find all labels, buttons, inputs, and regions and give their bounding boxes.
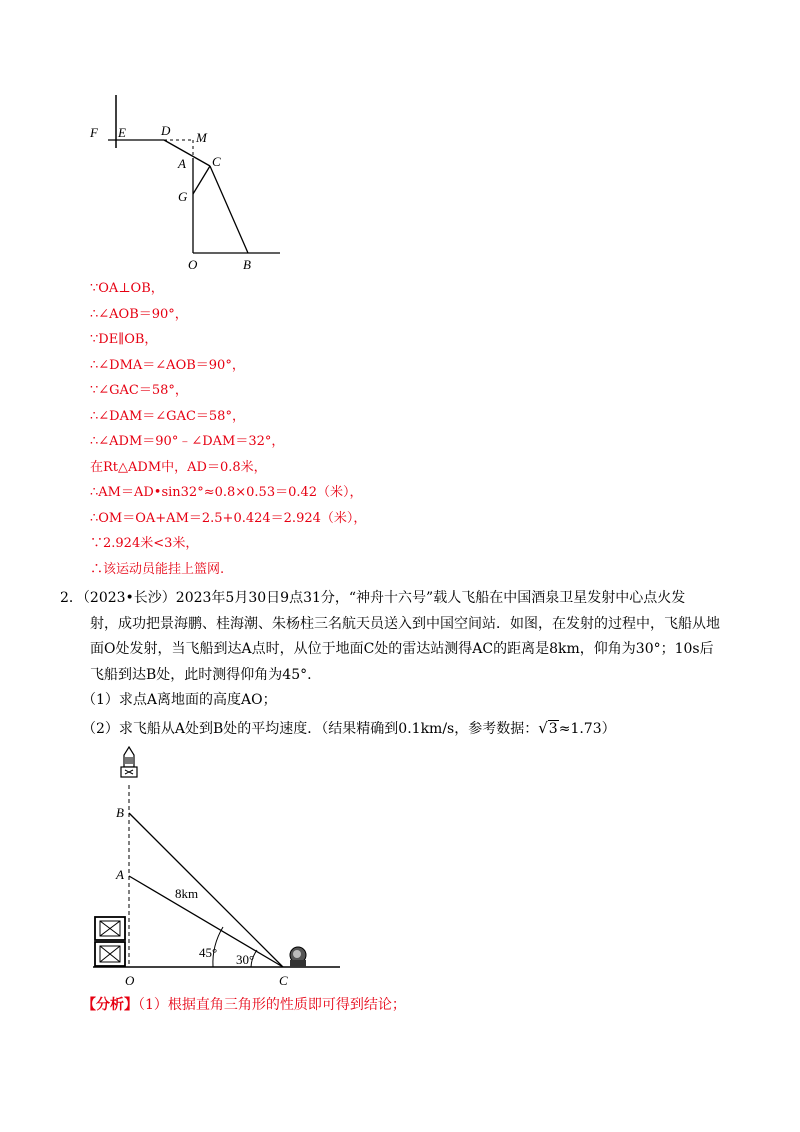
label-D: D — [161, 123, 171, 138]
label-G: G — [178, 189, 188, 204]
proof-line: ∴∠DAM＝∠GAC＝58°， — [90, 408, 245, 424]
analysis-tag: 【分析】 — [82, 997, 138, 1013]
label-A: A — [178, 156, 186, 171]
building-icon — [95, 917, 125, 966]
radar-station-icon — [290, 947, 306, 967]
sqrt-sign: √ — [538, 719, 548, 737]
label-A: A — [116, 867, 124, 882]
question-2-prefix: （2）求飞船从A处到B处的平均速度．（结果精确到0.1km/s，参考数据： — [82, 721, 539, 737]
question-2-suffix: ≈1.73） — [558, 721, 616, 737]
proof-line: ∴OM＝OA+AM＝2.5+0.424＝2.924（米）， — [90, 510, 367, 526]
label-B: B — [116, 805, 124, 820]
label-B: B — [243, 257, 251, 270]
problem-line-3: 面O处发射，当飞船到达A点时，从位于地面C处的雷达站测得AC的距离是8km，仰角为30°；10s后 — [90, 641, 714, 657]
question-2 — [82, 716, 616, 742]
angle-label-45: 45° — [199, 945, 218, 960]
label-F: F — [90, 125, 98, 140]
label-O: O — [188, 257, 198, 270]
problem-line-4: 飞船到达B处，此时测得仰角为45°. — [90, 666, 312, 683]
problem-line-1 — [60, 586, 760, 612]
problem-number: 2． — [60, 590, 83, 606]
label-C: C — [279, 973, 288, 988]
proof-line: ∴∠ADM＝90°﹣∠DAM＝32°， — [90, 434, 285, 449]
proof-line: 在Rt△ADM中，AD＝0.8米， — [90, 459, 267, 475]
analysis-text: （1）根据直角三角形的性质即可得到结论； — [138, 997, 406, 1013]
figure-1-basketball-diagram — [80, 90, 300, 270]
problem-2 — [60, 586, 760, 688]
label-M: M — [196, 130, 207, 145]
problem-text: （2023•长沙）2023年5月30日9点31分，“神舟十六号”载人飞船在中国酒泉卫星发射中心点火发 — [82, 590, 686, 606]
sqrt-radicand: 3 — [548, 721, 558, 737]
proof-line: ∵OA⊥OB， — [90, 281, 164, 296]
proof-line: ∴∠AOB＝90°， — [90, 306, 188, 322]
proof-line: ∵2.924米<3米， — [90, 536, 199, 551]
label-O: O — [125, 973, 135, 988]
label-C: C — [212, 154, 221, 169]
line-GC — [193, 166, 210, 194]
proof-line: ∵DE∥OB， — [90, 332, 158, 347]
label-E: E — [118, 125, 126, 140]
proof-line: ∴AM＝AD•sin32°≈0.8×0.53＝0.42（米）， — [90, 485, 363, 500]
line-CB — [210, 166, 248, 253]
proof-line: ∵∠GAC＝58°， — [90, 383, 188, 398]
analysis-section — [82, 994, 406, 1014]
angle-label-30: 30° — [236, 952, 255, 967]
problem-line-2: 射，成功把景海鹏、桂海潮、朱杨柱三名航天员送入到中国空间站．如图，在发射的过程中，飞船从地 — [90, 615, 720, 632]
distance-label: 8km — [175, 886, 199, 901]
proof-line: ∴∠DMA＝∠AOB＝90°， — [90, 357, 245, 373]
proof-line: ∴该运动员能挂上篮网. — [90, 561, 225, 577]
rocket-icon — [121, 747, 137, 777]
figure-2-rocket-diagram — [85, 745, 355, 990]
solution-proof — [90, 276, 750, 582]
question-1: （1）求点A离地面的高度AO； — [82, 692, 277, 708]
